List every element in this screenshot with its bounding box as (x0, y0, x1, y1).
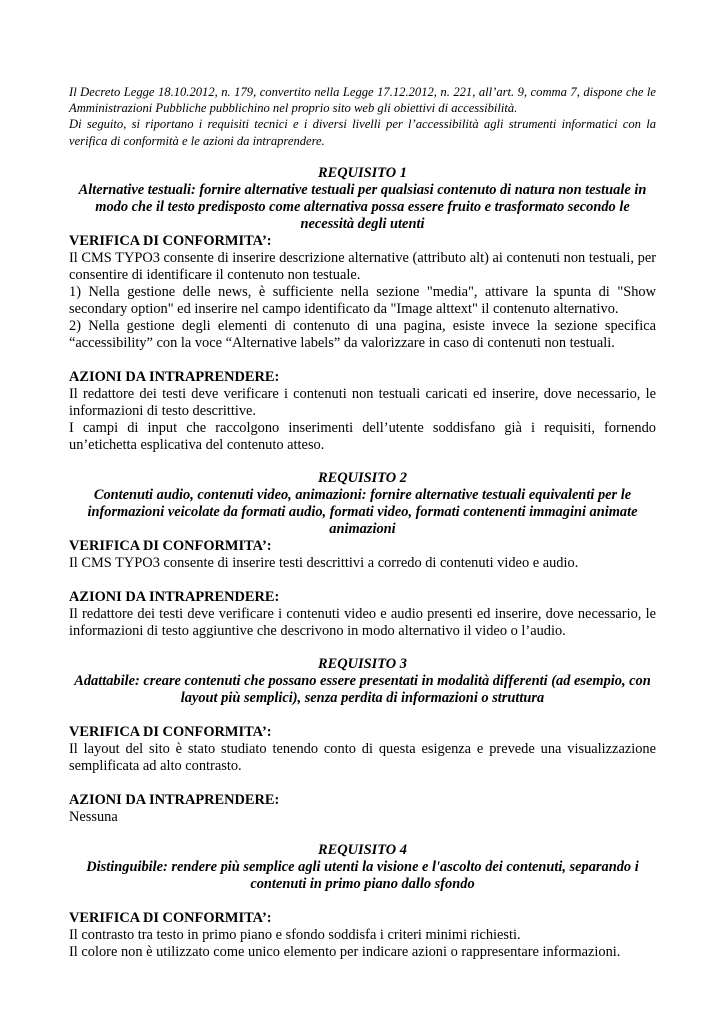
requisito-4-section (69, 842, 656, 961)
azioni-paragraph: Nessuna (69, 808, 118, 825)
requisito-description: Adattabile: creare contenuti che possano essere presentati in modalità differenti (ad esempio, con layout più semplici), senza perdita di informazioni o struttura (74, 672, 651, 706)
azioni-heading: AZIONI DA INTRAPRENDERE: (69, 791, 280, 808)
verifica-heading: VERIFICA DI CONFORMITA’: (69, 909, 272, 926)
intro-paragraph: Il Decreto Legge 18.10.2012, n. 179, convertito nella Legge 17.12.2012, n. 221, all’art. 9, comma 7, dispone che le Amministrazioni Pubbliche pubblichino nel proprio sito web gli obiettivi di accessibilità. (69, 85, 656, 116)
requisito-2-section (69, 470, 656, 640)
azioni-heading: AZIONI DA INTRAPRENDERE: (69, 368, 280, 385)
azioni-heading: AZIONI DA INTRAPRENDERE: (69, 588, 280, 605)
verifica-paragraph: Il CMS TYPO3 consente di inserire testi descrittivi a corredo di contenuti video e audio. (69, 554, 579, 571)
verifica-heading: VERIFICA DI CONFORMITA’: (69, 232, 272, 249)
azioni-paragraph: Il redattore dei testi deve verificare i contenuti video e audio presenti ed inserire, dove necessario, le informazioni di testo aggiuntive che descrivono in modo alternativo il video o l’audio. (69, 605, 656, 639)
verifica-paragraph: 2) Nella gestione degli elementi di contenuto di una pagina, esiste invece la sezione specifica “accessibility” con la voce “Alternative labels” da valorizzare in caso di contenuti non testuali. (69, 317, 656, 351)
requisito-1-section (69, 165, 656, 454)
azioni-paragraph: I campi di input che raccolgono inserimenti dell’utente soddisfano già i requisiti, fornendo un’etichetta esplicativa del contenuto atteso. (69, 419, 656, 453)
verifica-paragraph: 1) Nella gestione delle news, è sufficiente nella sezione "media", attivare la spunta di "Show secondary option" ed inserire nel campo identificato da "Image alttext" il contenuto alternativo. (69, 283, 656, 317)
requisito-description: Alternative testuali: fornire alternative testuali per qualsiasi contenuto di natura non testuale in modo che il testo predisposto come alternativa possa essere fruito e trasformato secondo le necessità degli utenti (78, 181, 647, 232)
verifica-paragraph: Il contrasto tra testo in primo piano e sfondo soddisfa i criteri minimi richiesti. (69, 926, 521, 943)
intro-paragraph: Di seguito, si riportano i requisiti tecnici e i diversi livelli per l’accessibilità agli strumenti informatici con la verifica di conformità e le azioni da intraprendere. (69, 117, 656, 148)
verifica-paragraph: Il CMS TYPO3 consente di inserire descrizione alternative (attributo alt) ai contenuti non testuali, per consentire di identificare il contenuto non testuale. (69, 249, 656, 283)
requisito-description: Contenuti audio, contenuti video, animazioni: fornire alternative testuali equivalenti per le informazioni veicolate da formati audio, formati video, formati contenenti immagini animate animazioni (87, 486, 638, 537)
requisito-title: REQUISITO 2 (318, 469, 407, 486)
azioni-paragraph: Il redattore dei testi deve verificare i contenuti non testuali caricati ed inserire, dove necessario, le informazioni di testo descrittive. (69, 385, 656, 419)
requisito-title: REQUISITO 4 (318, 841, 407, 858)
document-page (69, 84, 656, 961)
verifica-paragraph: Il colore non è utilizzato come unico elemento per indicare azioni o rappresentare informazioni. (69, 943, 621, 960)
verifica-paragraph: Il layout del sito è stato studiato tenendo conto di questa esigenza e prevede una visualizzazione semplificata ad alto contrasto. (69, 740, 656, 774)
requisito-3-section (69, 656, 656, 826)
intro-section (69, 84, 656, 149)
requisito-title: REQUISITO 3 (318, 655, 407, 672)
verifica-heading: VERIFICA DI CONFORMITA’: (69, 723, 272, 740)
verifica-heading: VERIFICA DI CONFORMITA’: (69, 537, 272, 554)
requisito-description: Distinguibile: rendere più semplice agli utenti la visione e l'ascolto dei contenuti, separando i contenuti in primo piano dallo sfondo (86, 858, 639, 892)
requisito-title: REQUISITO 1 (318, 164, 407, 181)
